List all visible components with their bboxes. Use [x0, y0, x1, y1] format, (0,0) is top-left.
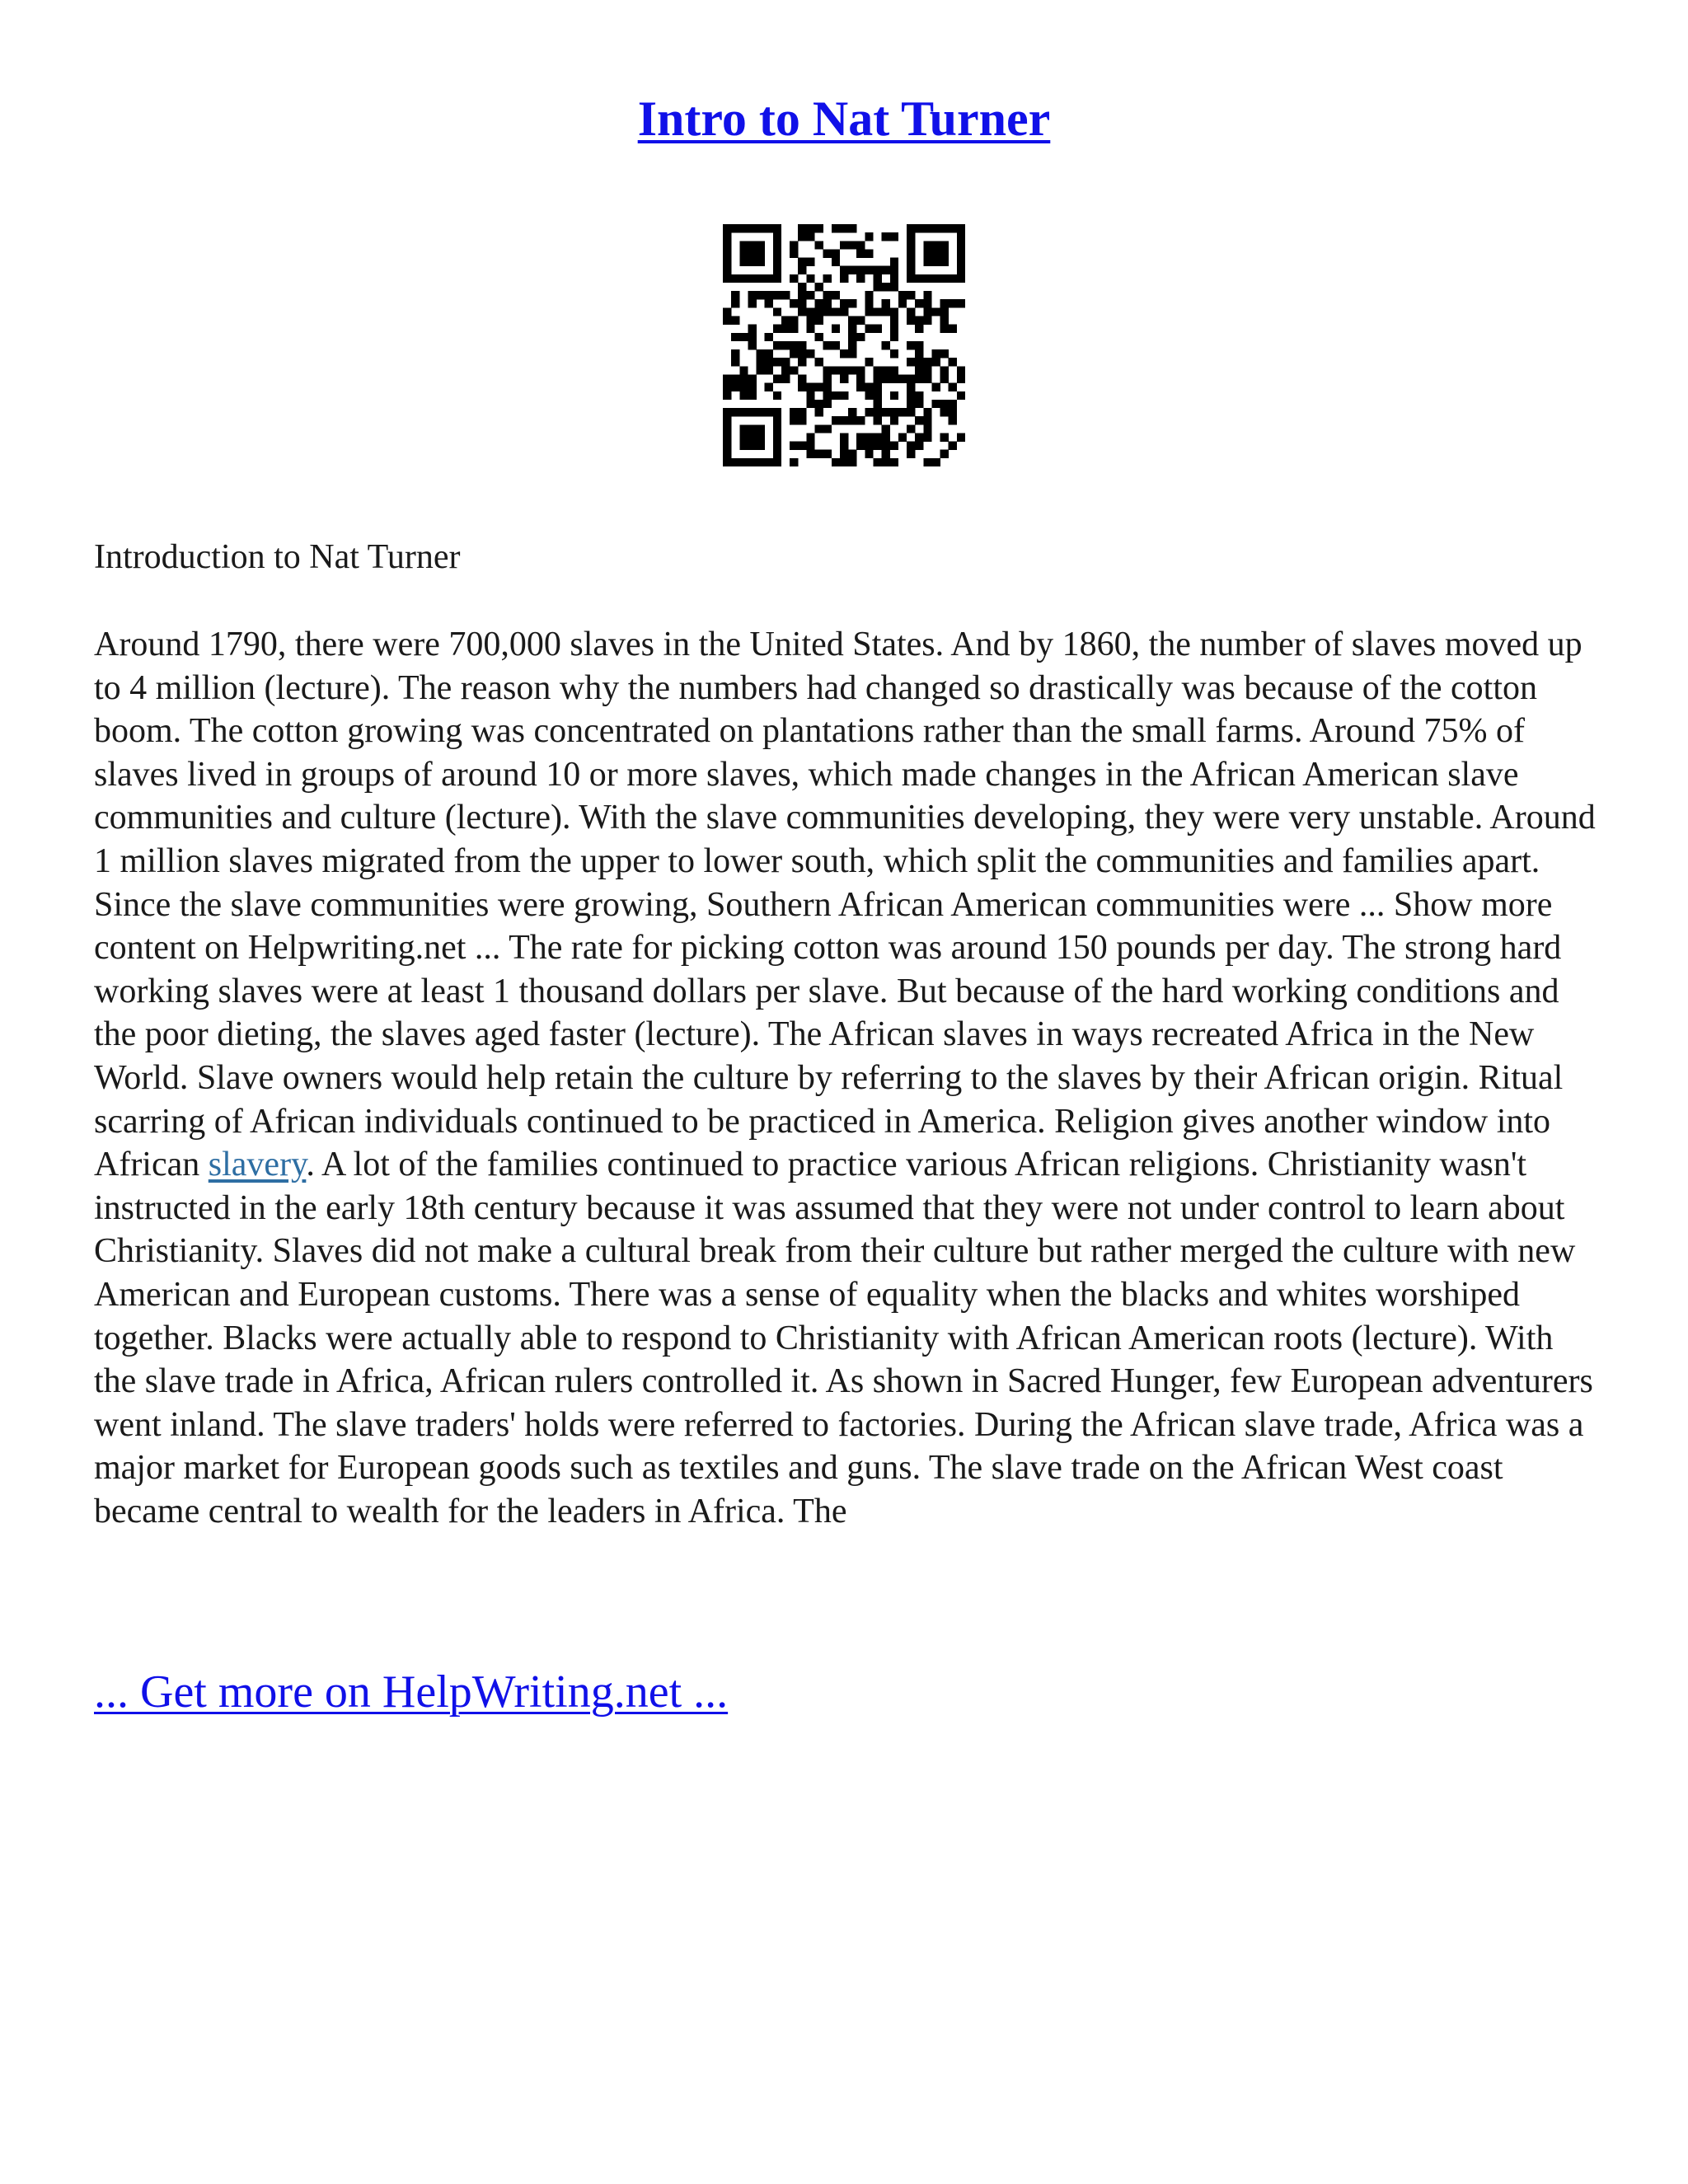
body-paragraph: [94, 623, 1602, 1533]
paragraph-text-2: . A lot of the families continued to practice various African religions. Christianity wasn't instructed in the early 18th century because it was assumed that they were not under control to learn about Christianity. Slaves did not make a cultural break from their culture but rather merged the culture with new American and European customs. There was a sense of equality when the blacks and whites worshiped together. Blacks were actually able to respond to Christianity with African American roots (lecture). With the slave trade in Africa, African rulers controlled it. As shown in Sacred Hunger, few European adventurers went inland. The slave traders' holds were referred to factories. During the African slave trade, Africa was a major market for European goods such as textiles and guns. The slave trade on the African West coast became central to wealth for the leaders in Africa. The: [94, 1146, 1593, 1530]
slavery-link[interactable]: slavery: [208, 1146, 307, 1184]
title-link[interactable]: Intro to Nat Turner: [637, 91, 1051, 146]
get-more-link[interactable]: ... Get more on HelpWriting.net ...: [94, 1666, 729, 1718]
qr-code-icon: [723, 224, 965, 466]
get-more-link-wrapper: [94, 1663, 728, 1721]
page-title: [0, 89, 1688, 148]
section-heading: Introduction to Nat Turner: [94, 538, 461, 576]
paragraph-text-1: Around 1790, there were 700,000 slaves in the United States. And by 1860, the number of slaves moved up to 4 million (lecture). The reason why the numbers had changed so drastically was because of the cotton boom. The cotton growing was concentrated on plantations rather than the small farms. Around 75% of slaves lived in groups of around 10 or more slaves, which made changes in the African American slave communities and culture (lecture). With the slave communities developing, they were very unstable. Around 1 million slaves migrated from the upper to lower south, which split the communities and families apart. Since the slave communities were growing, Southern African American communities were ... Show more content on Helpwriting.net ... The rate for picking cotton was around 150 pounds per day. The strong hard working slaves were at least 1 thousand dollars per slave. But because of the hard working conditions and the poor dieting, the slaves aged faster (lecture). The African slaves in ways recreated Africa in the New World. Slave owners would help retain the culture by referring to the slaves by their African origin. Ritual scarring of African individuals continued to be practiced in America. Religion gives another window into African: [94, 626, 1596, 1184]
